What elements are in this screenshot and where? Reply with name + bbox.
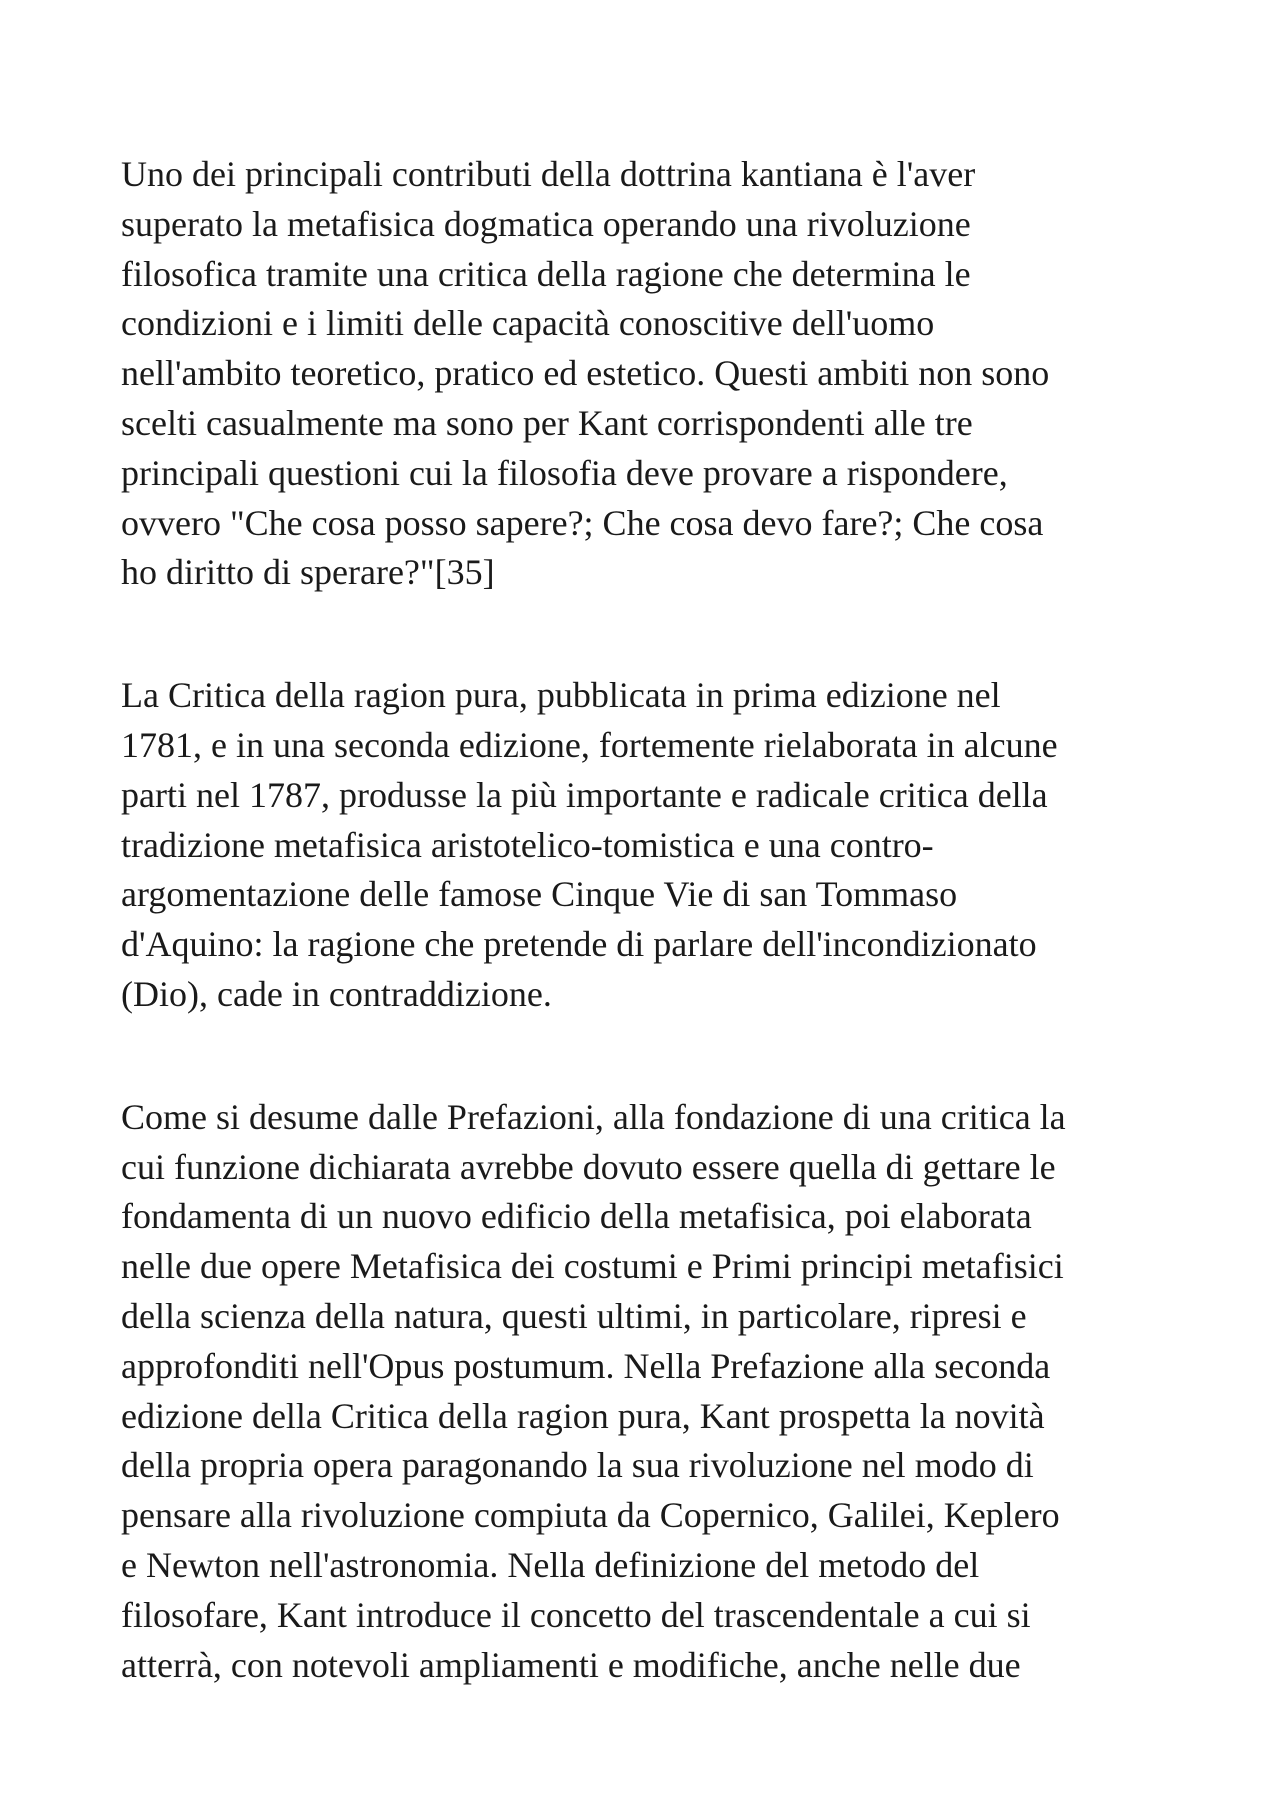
document-body (121, 150, 1161, 1690)
paragraph-prefaces: Come si desume dalle Prefazioni, alla fondazione di una critica la cui funzione dichiarata avrebbe dovuto essere quella di gettare le fondamenta di un nuovo edificio della metafisica, poi elaborata nelle due opere Metafisica dei costumi e Primi principi metafisici della scienza della natura, questi ultimi, in particolare, ripresi e approfonditi nell'Opus postumum. Nella Prefazione alla seconda edizione della Critica della ragion pura, Kant prospetta la novità della propria opera paragonando la sua rivoluzione nel modo di pensare alla rivoluzione compiuta da Copernico, Galilei, Keplero e Newton nell'astronomia. Nella definizione del metodo del filosofare, Kant introduce il concetto del trascendentale a cui si atterrà, con notevoli ampliamenti e modifiche, anche nelle due (121, 1096, 1066, 1685)
paragraph-kant-contributions: Uno dei principali contributi della dottrina kantiana è l'aver superato la metafisica dogmatica operando una rivoluzione filosofica tramite una critica della ragione che determina le condizioni e i limiti delle capacità conoscitive dell'uomo nell'ambito teoretico, pratico ed estetico. Questi ambiti non sono scelti casualmente ma sono per Kant corrispondenti alle tre principali questioni cui la filosofia deve provare a rispondere, ovvero "Che cosa posso sapere?; Che cosa devo fare?; Che cosa ho diritto di sperare?"[35] (121, 154, 1050, 593)
paragraph-critique-pure-reason: La Critica della ragion pura, pubblicata in prima edizione nel 1781, e in una seconda edizione, fortemente rielaborata in alcune parti nel 1787, produsse la più importante e radicale critica della tradizione metafisica aristotelico-tomistica e una contro- argomentazione delle famose Cinque Vie di san Tommaso d'Aquino: la ragione che pretende di parlare dell'incondizionato (Dio), cade in contraddizione. (121, 675, 1058, 1014)
